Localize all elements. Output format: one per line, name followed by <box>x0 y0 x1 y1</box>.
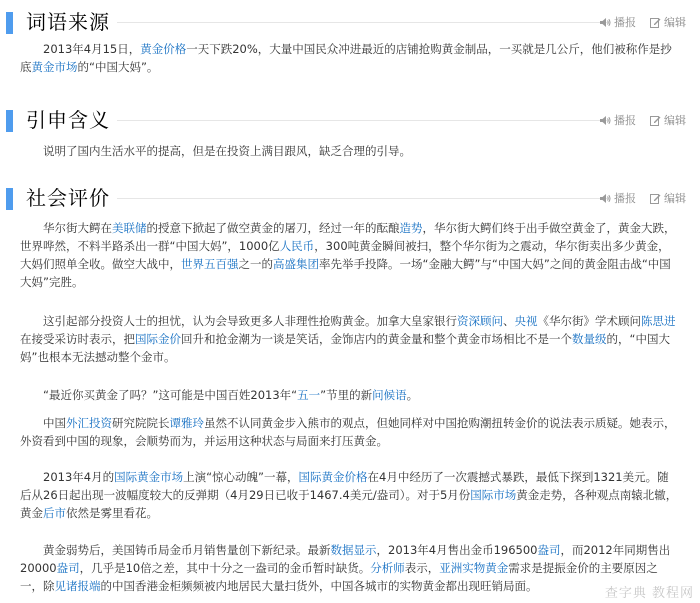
term-link[interactable]: 国际金价 <box>135 332 181 346</box>
section-accent-bar <box>6 188 13 210</box>
report-button[interactable] <box>599 190 636 206</box>
report-label: 播报 <box>614 114 636 127</box>
paragraph <box>20 40 678 76</box>
paragraph-text: ，300吨黄金瞬间被扫，整个华尔街为之震动，华尔街卖出多少黄金，大妈们照单全收。做空大战中， <box>20 239 670 271</box>
term-link[interactable]: 谭雅玲 <box>169 416 204 430</box>
paragraph-text: 的授意下掀起了做空黄金的屠刀，经过一年的酝酿 <box>146 221 400 235</box>
paragraph-text: 。 <box>406 388 419 402</box>
speaker-icon <box>599 17 611 28</box>
paragraph-text: ，几乎是10倍之差，其中十分之一盎司的金币暂时缺货。 <box>79 561 371 575</box>
section-actions <box>599 112 686 128</box>
paragraph-text: 研究院院长 <box>112 416 170 430</box>
section-accent-bar <box>6 110 13 132</box>
paragraph-text: 2013年4月的 <box>43 470 115 484</box>
paragraph-text: 需求是提振金价的主要原因之一，除 <box>20 561 658 593</box>
paragraph-text: 2013年4月15日， <box>43 42 141 56</box>
section-title: 词语来源 <box>26 10 110 34</box>
term-link[interactable]: 资深顾问 <box>457 314 503 328</box>
section-actions <box>599 190 686 206</box>
paragraph-text: 黄金走势，各种观点南辕北辙，黄金 <box>20 488 678 520</box>
paragraph-text: 说明了国内生活水平的提高，但是在投资上满目跟风，缺乏合理的引导。 <box>43 144 411 158</box>
paragraph-text: 虽然不认同黄金步入熊市的观点，但她同样对中国抢购潮扭转金价的说法表示质疑。她表示，外资看到中国的现象，会顺势而为，并运用这种状态与局面来打压黄金。 <box>20 416 676 448</box>
paragraph <box>20 386 678 404</box>
paragraph-text: 《华尔街》学术顾问 <box>537 314 641 328</box>
paragraph <box>20 541 678 595</box>
paragraph-text: ”节里的新 <box>320 388 373 402</box>
section-divider <box>117 120 608 121</box>
term-link[interactable]: 陈思进 <box>641 314 676 328</box>
speaker-icon <box>599 115 611 126</box>
term-link[interactable]: 亚洲实物黄金 <box>439 561 509 575</box>
term-link[interactable]: 盎司 <box>56 561 80 575</box>
section-header-origin <box>0 6 700 38</box>
paragraph-text: 率先举手投降。一场“金融大鳄”与“中国大妈”之间的黄金阻击战“中国大妈”完胜。 <box>20 257 671 289</box>
report-label: 播报 <box>614 192 636 205</box>
paragraph-text: ，而2012年同期售出20000 <box>20 543 671 575</box>
paragraph <box>20 468 678 522</box>
term-link[interactable]: 国际黄金市场 <box>114 470 184 484</box>
edit-button[interactable] <box>650 14 686 30</box>
section-title: 引申含义 <box>26 108 110 132</box>
edit-label: 编辑 <box>664 16 686 29</box>
term-link[interactable]: 国际市场 <box>470 488 517 502</box>
term-link[interactable]: 后市 <box>43 506 66 520</box>
paragraph-text: 回升和抢金潮为一谈是笑话，金饰店内的黄金量和整个黄金市场相比不是一个 <box>181 332 572 346</box>
edit-label: 编辑 <box>664 114 686 127</box>
term-link[interactable]: 高盛集团 <box>273 257 319 271</box>
term-link[interactable]: 黄金市场 <box>31 60 78 74</box>
term-link[interactable]: 美联储 <box>112 221 147 235</box>
report-button[interactable] <box>599 14 636 30</box>
paragraph <box>20 414 678 450</box>
edit-button[interactable] <box>650 112 686 128</box>
paragraph-text: 依然是雾里看花。 <box>66 506 158 520</box>
term-link[interactable]: 数据显示 <box>330 543 377 557</box>
paragraph-text: 华尔街大鳄在 <box>43 221 112 235</box>
report-button[interactable] <box>599 112 636 128</box>
term-link[interactable]: 央视 <box>514 314 538 328</box>
paragraph-text: 之一的 <box>238 257 273 271</box>
term-link[interactable]: 问候语 <box>372 388 407 402</box>
term-link[interactable]: 国际黄金价格 <box>298 470 368 484</box>
paragraph-text: 上演“惊心动魄”一幕， <box>183 470 299 484</box>
term-link[interactable]: 世界五百强 <box>181 257 239 271</box>
watermark: 查字典 教程网 <box>604 586 694 601</box>
term-link[interactable]: 五一 <box>297 388 321 402</box>
pencil-icon <box>650 17 661 28</box>
paragraph <box>20 219 678 291</box>
section-divider <box>117 198 608 199</box>
paragraph-text: 表示， <box>404 561 440 575</box>
paragraph-text: 的，“中国大妈”也根本无法撼动整个金市。 <box>20 332 670 364</box>
section-header-meaning <box>0 104 700 136</box>
paragraph-text: 黄金弱势后，美国铸币局金币月销售量创下新纪录。最新 <box>43 543 331 557</box>
edit-label: 编辑 <box>664 192 686 205</box>
pencil-icon <box>650 193 661 204</box>
section-divider <box>117 22 608 23</box>
paragraph-text: 的中国香港金柜频频被内地居民大量扫货外，中国各城市的实物黄金都出现旺销局面。 <box>100 579 538 593</box>
paragraph-text: 一天下跌20%，大量中国民众冲进最近的店铺抢购黄金制品，一买就是几公斤，他们被称作是抄底 <box>20 42 672 74</box>
paragraph-text: 中国 <box>43 416 66 430</box>
section-header-reviews <box>0 182 700 214</box>
paragraph-text: ，2013年4月售出金币196500 <box>376 543 538 557</box>
term-link[interactable]: 分析师 <box>370 561 405 575</box>
term-link[interactable]: 数量级 <box>572 332 607 346</box>
term-link[interactable]: 黄金价格 <box>140 42 187 56</box>
paragraph <box>20 142 678 160</box>
term-link[interactable]: 人民币 <box>279 239 315 253</box>
paragraph-text: 的“中国大妈”。 <box>77 60 159 74</box>
section-title: 社会评价 <box>26 186 110 210</box>
paragraph-text: 、 <box>503 314 515 328</box>
speaker-icon <box>599 193 611 204</box>
paragraph-text: 这引起部分投资人士的担忧，认为会导致更多人非理性抢购黄金。加拿大皇家银行 <box>43 314 457 328</box>
pencil-icon <box>650 115 661 126</box>
paragraph <box>20 312 678 366</box>
term-link[interactable]: 盎司 <box>537 543 561 557</box>
section-accent-bar <box>6 12 13 34</box>
paragraph-text: ，华尔街大鳄们终于出手做空黄金了，黄金大跌，世界哗然，不料半路杀出一群“中国大妈”，1000亿 <box>20 221 676 253</box>
term-link[interactable]: 见诸报端 <box>54 579 101 593</box>
paragraph-text: “最近你买黄金了吗？”这可能是中国百姓2013年“ <box>43 388 298 402</box>
paragraph-text: 在接受采访时表示，把 <box>20 332 135 346</box>
term-link[interactable]: 外汇投资 <box>66 416 112 430</box>
report-label: 播报 <box>614 16 636 29</box>
edit-button[interactable] <box>650 190 686 206</box>
term-link[interactable]: 造势 <box>399 221 423 235</box>
section-actions <box>599 14 686 30</box>
paragraph-text: 在4月中经历了一次震撼式暴跌，最低下探到1321美元。随后从26日起出现一波幅度较大的反弹期（4月29日已收于1467.4美元/盎司）。对于5月份 <box>20 470 669 502</box>
